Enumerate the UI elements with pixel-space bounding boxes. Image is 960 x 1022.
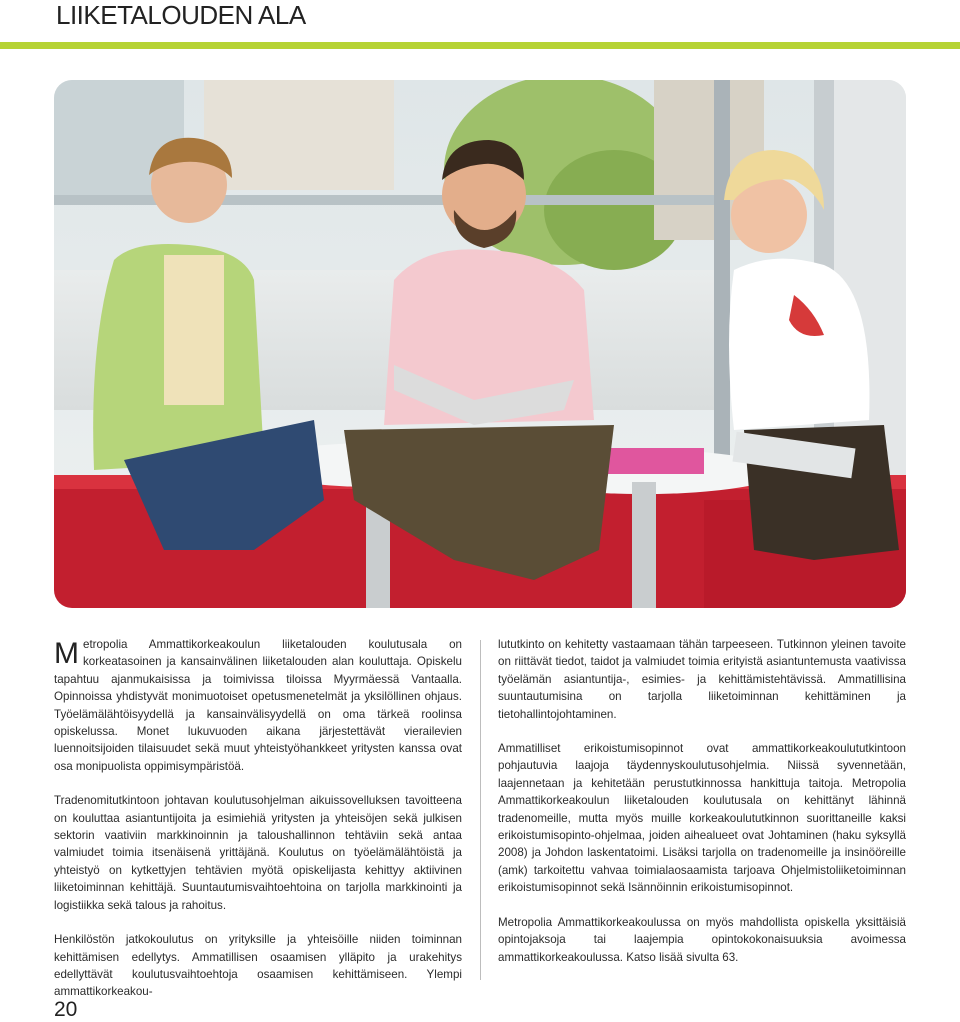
intro-paragraph: [54, 636, 462, 775]
page-title: LIIKETALOUDEN ALA: [56, 0, 306, 30]
paragraph-tradenomi: Tradenomitutkintoon johtavan koulutusohjelman aikuissovelluksen tavoitteena on kouluttaa asiantuntijoita ja esimiehiä yritysten ja yhteisöjen sekä julkisen sektorin vaativiin markkinoinnin ja taloushallinnon tehtäviin sekä antaa valmiudet toimia itsenäisenä yrittäjänä. Koulutus on työelämälähtöistä ja yhteistyö on kytkettyjen tehtävien myötä opiskelijasta kehittyy aktiivinen liiketoiminnan kehittäjä. Suuntautumisvaihtoehtoina on tarjolla markkinointi ja logistiikka sekä talous ja rahoitus.: [54, 794, 462, 912]
paragraph-avoin-amk: Metropolia Ammattikorkeakoulussa on myös mahdollista opiskella yksittäisiä opintojaksoja tai laajempia opintokokonaisuuksia avoimessa ammattikorkeakoulussa. Katso lisää sivulta 63.: [498, 915, 906, 964]
paragraph-erikoistumisopinnot: Ammatilliset erikoistumisopinnot ovat ammattikorkeakoulututkintoon pohjautuvia laajoja täydennyskoulutusohjelmia. Niissä syvennetään, laajennetaan ja kehitetään perustutkinnossa hankittuja taitoja. Metropolia Ammattikorkeakoulun liiketalouden koulutusala on kehittänyt lähinnä tradenomeille, mutta myös muille korkeakoulututkinnon suorittaneille kaksi erikoistumisopinto-ohjelmaa, joiden aihealueet ovat Johtaminen (haku syksyllä 2008) ja Johdon laskentatoimi. Lisäksi tarjolla on tradenomeille ja insinööreille (amk) tarkoitettu vahvaa toimialaosaamista tarjoava Ohjelmistoliiketoiminnan erikoistumisopinnot sekä Isännöinnin erikoistumisopinnot.: [498, 742, 906, 895]
drop-cap: M: [54, 637, 79, 670]
intro-paragraph-text: etropolia Ammattikorkeakoulun liiketalouden koulutusala on korkeatasoinen ja kansainvälinen liiketalouden alan kouluttaja. Opiskelu tapahtuu ajanmukaisissa ja toimivissa tiloissa Myyrmäessä Vantaalla. Opinnoissa yhdistyvät monimuotoiset opetusmenetelmät ja yksilöllinen ohjaus. Työelämälähtöisyydellä ja kansainvälisyydellä on oma tärkeä roolinsa opiskelussa. Monet lukuvuoden aikana järjestettävät vierailevien luennoitsijoiden tilaisuudet sekä muut yhteistyöhankkeet yritysten kanssa ovat osa monipuolista oppimisympäristöä.: [54, 638, 462, 773]
paragraph-ylempi-amk: lututkinto on kehitetty vastaamaan tähän tarpeeseen. Tutkinnon yleinen tavoite on riittävät tiedot, taidot ja valmiudet toimia erityistä asiantuntemusta vaativissa työelämän asiantuntija-, esimies- ja kehittämistehtävissä. Ammatillisina suuntautumisina on tarjolla liiketoiminnan kehittäminen ja tietohallintojohtaminen.: [498, 638, 906, 721]
page-number: 20: [54, 998, 78, 1021]
header-accent-rule: [0, 42, 960, 49]
column-divider: [480, 640, 481, 980]
photo-three-people-meeting-icon: [54, 80, 906, 608]
paragraph-henkilosto: Henkilöstön jatkokoulutus on yrityksille ja yhteisöille niiden toiminnan kehittämisen edellytys. Ammatillisen osaamisen ylläpito ja urakehitys edellyttävät koulutusvaihtoehtoja osaamisen kehittämiseen. Ylempi ammattikorkeakou-: [54, 933, 462, 999]
left-text-column: [54, 636, 462, 1018]
meeting-photo: [54, 80, 906, 608]
right-text-column: [498, 636, 906, 983]
